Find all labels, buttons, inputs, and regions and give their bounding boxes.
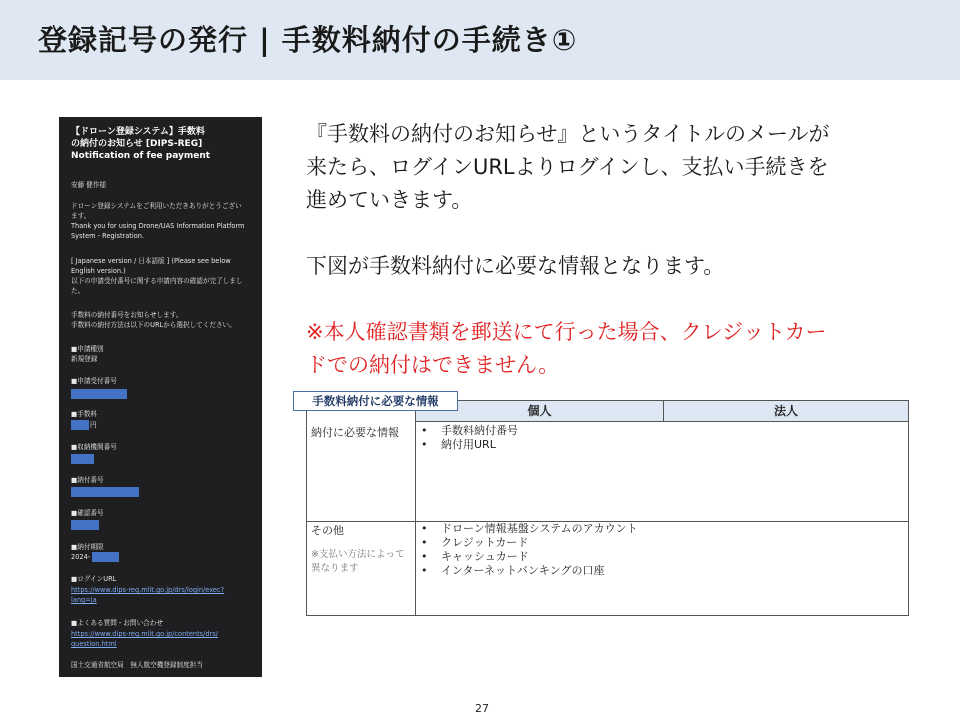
faq-url-link[interactable]: question.html (71, 640, 117, 648)
slide-title: 登録記号の発行 | 手数料納付の手続き① (38, 23, 578, 57)
redacted-payment-number (71, 487, 139, 497)
email-body-line: ドローン登録システムをご利用いただきありがとうござい (71, 202, 242, 210)
list-item: • クレジットカード (421, 536, 529, 549)
bullet-icon: • (421, 438, 428, 451)
email-body-line: Thank you for using Drone/UAS Information Platform (71, 222, 245, 230)
faq-label: ■よくある質問・お問い合わせ (71, 619, 163, 627)
email-body-line: System - Registration. (71, 232, 145, 240)
redacted-fee-amount (71, 420, 89, 430)
institution-number-label: ■収納機関番号 (71, 443, 117, 451)
bullet-icon: • (421, 536, 428, 549)
faq-url-link[interactable]: https://www.dips-reg.mlit.go.jp/contents/drs/ (71, 630, 218, 638)
column-divider (415, 422, 416, 615)
title-bar (0, 0, 960, 80)
app-type-value: 新規登録 (71, 355, 98, 363)
confirmation-number-label: ■確認番号 (71, 509, 104, 517)
redacted-institution-number (71, 454, 94, 464)
warning-line: ドでの納付はできません。 (306, 353, 560, 377)
header-corporation: 法人 (663, 401, 908, 422)
table-caption: 手数料納付に必要な情報 (293, 391, 458, 411)
intro-line: 来たら、ログインURLよりログインし、支払い手続きを (306, 155, 829, 179)
redacted-confirmation-number (71, 520, 99, 530)
email-body-line: 手数料の納付番号をお知らせします。 (71, 311, 183, 319)
email-body-line: 手数料の納付方法は以下のURLから選択してください。 (71, 321, 236, 329)
app-type-label: ■申請種別 (71, 345, 104, 353)
list-item: • ドローン情報基盤システムのアカウント (421, 522, 638, 535)
row-note: ※支払い方法によって異なります (311, 549, 405, 574)
payment-number-label: ■納付番号 (71, 476, 104, 484)
intro-line: 『手数料の納付のお知らせ』というタイトルのメールが (306, 122, 830, 146)
fee-info-table (306, 400, 909, 616)
email-subject: 【ドローン登録システム】手数料 の納付のお知らせ [DIPS-REG] Notification of fee payment (71, 127, 211, 162)
redacted-receipt-number (71, 389, 127, 399)
email-body-line: ます。 (71, 212, 91, 220)
redacted-deadline-date (92, 552, 119, 562)
login-url-link[interactable]: lang=ja (71, 596, 97, 604)
email-body-line: た。 (71, 287, 85, 295)
email-body-line: 以下の申請受付番号に関する申請内容の確認が完了しまし (71, 277, 243, 285)
fee-label: ■手数料 (71, 410, 98, 418)
intro-line: 進めていきます。 (306, 188, 473, 212)
list-item: • 納付用URL (421, 438, 496, 451)
list-item: • インターネットバンキングの口座 (421, 564, 605, 577)
email-body-line: English version.) (71, 267, 126, 275)
bullet-icon: • (421, 522, 428, 535)
login-url-link[interactable]: https://www.dips-reg.mlit.go.jp/drs/login/exec? (71, 586, 225, 594)
bullet-icon: • (421, 424, 428, 437)
email-recipient: 安藤 健作様 (71, 181, 107, 189)
email-screenshot (59, 117, 262, 677)
email-body-line: [ Japanese version / 日本語版 ] (Please see below (71, 257, 231, 265)
figure-note: 下図が手数料納付に必要な情報となります。 (306, 254, 725, 278)
row-label-other: その他 (311, 524, 344, 537)
bullet-icon: • (421, 550, 428, 563)
login-url-label: ■ログインURL (71, 575, 117, 583)
row-label-required: 納付に必要な情報 (311, 426, 399, 439)
list-item: • キャッシュカード (421, 550, 529, 563)
list-item: • 手数料納付番号 (421, 424, 518, 437)
fee-unit: 円 (90, 421, 97, 429)
email-footer: 国土交通省航空局 無人航空機登録制度担当 (71, 661, 203, 669)
bullet-icon: • (421, 564, 428, 577)
deadline-prefix: 2024- (71, 553, 91, 561)
page-number: 27 (475, 702, 489, 715)
deadline-label: ■納付期限 (71, 543, 104, 551)
receipt-number-label: ■申請受付番号 (71, 377, 117, 385)
header-individual: 個人 (415, 401, 663, 422)
warning-line: ※本人確認書類を郵送にて行った場合、クレジットカー (306, 320, 827, 344)
